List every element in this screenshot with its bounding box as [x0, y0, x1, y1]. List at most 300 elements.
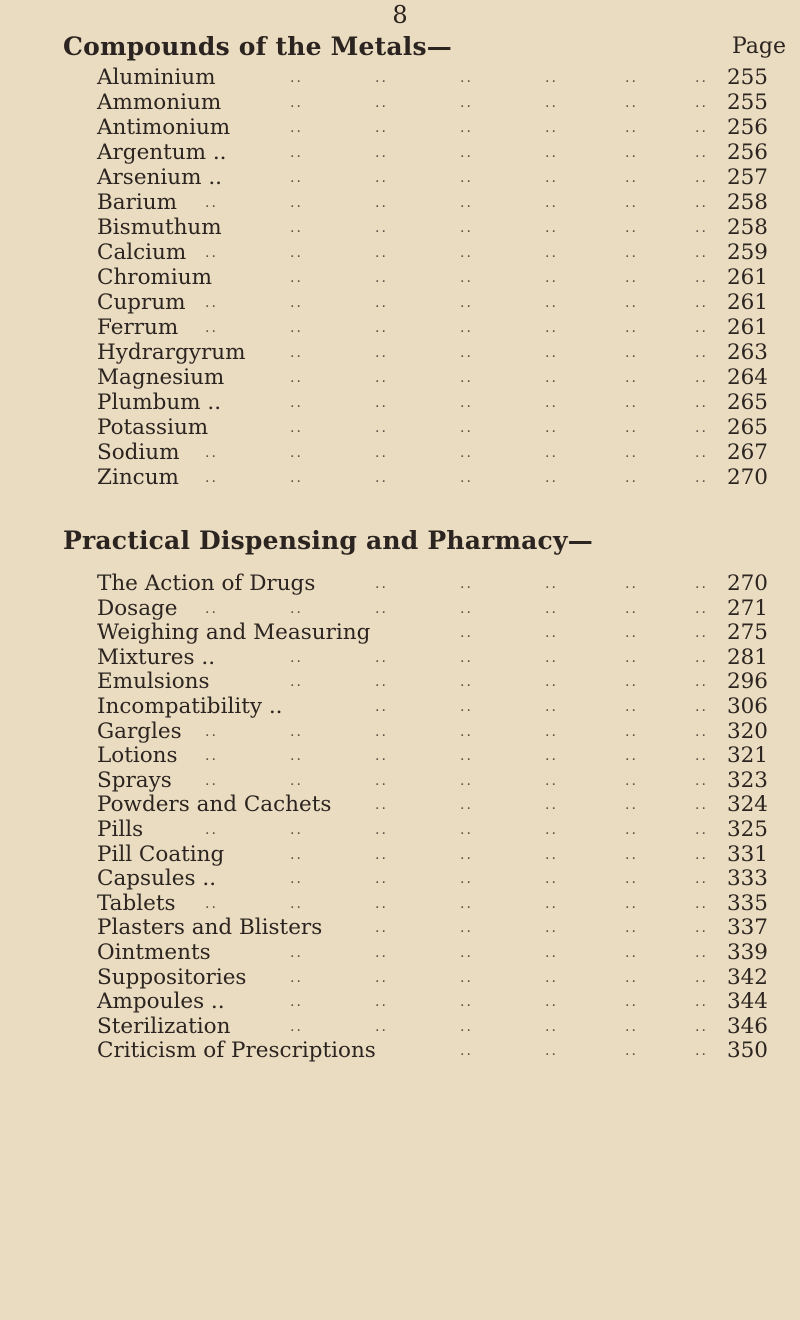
leader-dots: ..: [545, 345, 558, 361]
leader-dots: ..: [695, 1018, 708, 1035]
toc-entry-page: 270: [726, 465, 768, 490]
leader-dots: ..: [460, 576, 473, 592]
leader-dots: ..: [290, 295, 303, 311]
leader-dots: ..: [625, 600, 638, 617]
leader-dots: ..: [460, 748, 473, 765]
toc-entry-page: 270: [726, 571, 768, 596]
leader-dots: ..: [290, 846, 303, 863]
toc-entry-label: Lotions: [97, 743, 178, 769]
leader-dots: ..: [695, 723, 708, 740]
leader-dots: ..: [695, 170, 708, 186]
leader-dots: ..: [695, 698, 708, 715]
leader-dots: ..: [375, 70, 388, 86]
leader-dots: ..: [545, 445, 558, 461]
toc-entry-label: Incompatibility ..: [97, 693, 283, 719]
leader-dots: ..: [545, 70, 558, 86]
leader-dots: ..: [545, 723, 558, 740]
leader-dots: ..: [695, 895, 708, 912]
leader-dots: ..: [625, 871, 638, 888]
leader-dots: ..: [625, 395, 638, 411]
toc-entry-page: 320: [726, 718, 768, 744]
leader-dots: ..: [290, 944, 303, 961]
toc-entry-label: Barium: [97, 190, 178, 215]
toc-entry: [0, 315, 800, 340]
leader-dots: ..: [375, 470, 388, 486]
toc-entry: [0, 290, 800, 315]
toc-entry-page: 263: [726, 340, 768, 365]
leader-dots: ..: [545, 395, 558, 411]
toc-entry-label: Hydrargyrum: [97, 340, 246, 365]
leader-dots: ..: [460, 320, 473, 336]
leader-dots: ..: [545, 674, 558, 691]
leader-dots: ..: [290, 772, 303, 789]
toc-entry-label: Weighing and Measuring: [97, 620, 371, 646]
page-column-header: Page: [731, 34, 786, 59]
leader-dots: ..: [205, 320, 218, 336]
leader-dots: ..: [375, 95, 388, 111]
toc-entry: [0, 90, 800, 115]
leader-dots: ..: [375, 195, 388, 211]
leader-dots: ..: [625, 445, 638, 461]
leader-dots: ..: [545, 649, 558, 666]
leader-dots: ..: [375, 797, 388, 814]
leader-dots: ..: [375, 120, 388, 136]
leader-dots: ..: [695, 821, 708, 838]
toc-entry: [0, 891, 800, 916]
toc-entry-label: Zincum: [97, 465, 179, 490]
leader-dots: ..: [695, 994, 708, 1011]
leader-dots: ..: [625, 1018, 638, 1035]
toc-entry: [0, 596, 800, 621]
toc-entry-page: 325: [726, 816, 768, 842]
leader-dots: ..: [290, 748, 303, 765]
leader-dots: ..: [695, 600, 708, 617]
toc-entry-label: Gargles: [97, 718, 182, 744]
leader-dots: ..: [625, 1043, 638, 1060]
leader-dots: ..: [460, 920, 473, 937]
leader-dots: ..: [545, 170, 558, 186]
leader-dots: ..: [695, 772, 708, 789]
leader-dots: ..: [375, 748, 388, 765]
leader-dots: ..: [545, 270, 558, 286]
leader-dots: ..: [290, 145, 303, 161]
leader-dots: ..: [625, 674, 638, 691]
toc-entry-page: 255: [726, 90, 768, 115]
toc-entry: [0, 965, 800, 990]
leader-dots: ..: [460, 674, 473, 691]
leader-dots: ..: [695, 120, 708, 136]
leader-dots: ..: [290, 821, 303, 838]
leader-dots: ..: [375, 295, 388, 311]
leader-dots: ..: [375, 944, 388, 961]
leader-dots: ..: [375, 420, 388, 436]
leader-dots: ..: [290, 445, 303, 461]
leader-dots: ..: [545, 1018, 558, 1035]
leader-dots: ..: [290, 345, 303, 361]
leader-dots: ..: [625, 698, 638, 715]
toc-entry-label: Emulsions: [97, 669, 210, 695]
leader-dots: ..: [460, 420, 473, 436]
leader-dots: ..: [625, 723, 638, 740]
leader-dots: ..: [290, 723, 303, 740]
toc-entry-label: Powders and Cachets: [97, 792, 332, 818]
leader-dots: ..: [625, 320, 638, 336]
leader-dots: ..: [695, 846, 708, 863]
leader-dots: ..: [460, 871, 473, 888]
leader-dots: ..: [290, 470, 303, 486]
toc-entry-page: 264: [726, 365, 768, 390]
toc-entry: [0, 440, 800, 465]
leader-dots: ..: [625, 821, 638, 838]
toc-entry-page: 344: [726, 989, 768, 1015]
toc-entry-page: 261: [726, 290, 768, 315]
toc-entry-label: Tablets: [97, 890, 176, 916]
leader-dots: ..: [205, 772, 218, 789]
leader-dots: ..: [545, 220, 558, 236]
toc-entry-label: Mixtures ..: [97, 644, 216, 670]
toc-entry-label: Ferrum: [97, 315, 179, 340]
leader-dots: ..: [695, 145, 708, 161]
leader-dots: ..: [460, 220, 473, 236]
leader-dots: ..: [695, 576, 708, 592]
leader-dots: ..: [205, 295, 218, 311]
leader-dots: ..: [695, 420, 708, 436]
leader-dots: ..: [375, 576, 388, 592]
leader-dots: ..: [375, 969, 388, 986]
toc-entry-page: 258: [726, 190, 768, 215]
toc-entry-label: Bismuthum: [97, 215, 222, 240]
toc-entry-page: 337: [726, 915, 768, 941]
leader-dots: ..: [460, 295, 473, 311]
leader-dots: ..: [625, 994, 638, 1011]
leader-dots: ..: [205, 245, 218, 261]
leader-dots: ..: [205, 600, 218, 617]
toc-entry-label: Sprays: [97, 767, 172, 793]
leader-dots: ..: [375, 1018, 388, 1035]
leader-dots: ..: [695, 470, 708, 486]
leader-dots: ..: [290, 969, 303, 986]
leader-dots: ..: [460, 649, 473, 666]
leader-dots: ..: [625, 120, 638, 136]
leader-dots: ..: [460, 70, 473, 86]
leader-dots: ..: [625, 170, 638, 186]
toc-entry-label: Dosage: [97, 595, 178, 621]
toc-entry: [0, 340, 800, 365]
leader-dots: ..: [695, 748, 708, 765]
leader-dots: ..: [460, 821, 473, 838]
toc-entry-label: Cuprum: [97, 290, 186, 315]
toc-entry: [0, 365, 800, 390]
leader-dots: ..: [290, 1018, 303, 1035]
leader-dots: ..: [625, 70, 638, 86]
leader-dots: ..: [375, 395, 388, 411]
leader-dots: ..: [695, 625, 708, 642]
leader-dots: ..: [375, 895, 388, 912]
leader-dots: ..: [290, 195, 303, 211]
leader-dots: ..: [545, 944, 558, 961]
toc-entry: [0, 465, 800, 490]
toc-entry: [0, 645, 800, 670]
leader-dots: ..: [695, 320, 708, 336]
toc-entry: [0, 415, 800, 440]
leader-dots: ..: [545, 969, 558, 986]
leader-dots: ..: [460, 846, 473, 863]
leader-dots: ..: [545, 698, 558, 715]
toc-entry-label: Arsenium ..: [97, 165, 223, 190]
toc-entry: [0, 240, 800, 265]
leader-dots: ..: [290, 420, 303, 436]
leader-dots: ..: [545, 871, 558, 888]
toc-entry-page: 296: [726, 669, 768, 695]
toc-entry-page: 256: [726, 140, 768, 165]
leader-dots: ..: [695, 95, 708, 111]
leader-dots: ..: [625, 944, 638, 961]
leader-dots: ..: [460, 170, 473, 186]
toc-entry: [0, 866, 800, 891]
toc-list-metals: [0, 65, 800, 490]
leader-dots: ..: [545, 748, 558, 765]
toc-entry: [0, 115, 800, 140]
leader-dots: ..: [625, 920, 638, 937]
leader-dots: ..: [625, 748, 638, 765]
leader-dots: ..: [545, 145, 558, 161]
leader-dots: ..: [460, 895, 473, 912]
toc-entry-label: Sterilization: [97, 1013, 231, 1039]
leader-dots: ..: [545, 895, 558, 912]
toc-entry: [0, 817, 800, 842]
leader-dots: ..: [625, 95, 638, 111]
section-heading-pharmacy: Practical Dispensing and Pharmacy—: [63, 526, 593, 555]
leader-dots: ..: [375, 600, 388, 617]
toc-entry-page: 339: [726, 939, 768, 965]
toc-entry-page: 275: [726, 620, 768, 646]
leader-dots: ..: [625, 895, 638, 912]
toc-entry-label: Criticism of Prescriptions: [97, 1038, 376, 1064]
leader-dots: ..: [695, 195, 708, 211]
leader-dots: ..: [290, 95, 303, 111]
leader-dots: ..: [460, 698, 473, 715]
leader-dots: ..: [290, 895, 303, 912]
leader-dots: ..: [375, 698, 388, 715]
leader-dots: ..: [460, 797, 473, 814]
leader-dots: ..: [290, 220, 303, 236]
toc-entry: [0, 165, 800, 190]
leader-dots: ..: [375, 649, 388, 666]
leader-dots: ..: [375, 245, 388, 261]
toc-entry-page: 306: [726, 693, 768, 719]
toc-entry-label: Capsules ..: [97, 866, 217, 892]
leader-dots: ..: [625, 649, 638, 666]
toc-entry-label: Ammonium: [97, 90, 222, 115]
leader-dots: ..: [205, 723, 218, 740]
leader-dots: ..: [460, 1043, 473, 1060]
leader-dots: ..: [460, 395, 473, 411]
leader-dots: ..: [375, 345, 388, 361]
leader-dots: ..: [290, 649, 303, 666]
toc-entry-label: Aluminium: [97, 65, 216, 90]
toc-entry: [0, 571, 800, 596]
leader-dots: ..: [545, 420, 558, 436]
leader-dots: ..: [695, 871, 708, 888]
section-heading-metals: Compounds of the Metals—: [63, 32, 452, 61]
toc-entry-page: 323: [726, 767, 768, 793]
leader-dots: ..: [460, 445, 473, 461]
leader-dots: ..: [545, 295, 558, 311]
leader-dots: ..: [460, 994, 473, 1011]
toc-entry-page: 335: [726, 890, 768, 916]
toc-entry-label: Pill Coating: [97, 841, 225, 867]
leader-dots: ..: [460, 944, 473, 961]
leader-dots: ..: [625, 470, 638, 486]
toc-entry-page: 267: [726, 440, 768, 465]
leader-dots: ..: [375, 270, 388, 286]
leader-dots: ..: [625, 195, 638, 211]
leader-dots: ..: [460, 969, 473, 986]
leader-dots: ..: [625, 245, 638, 261]
leader-dots: ..: [290, 245, 303, 261]
leader-dots: ..: [625, 797, 638, 814]
leader-dots: ..: [545, 245, 558, 261]
leader-dots: ..: [375, 674, 388, 691]
leader-dots: ..: [375, 170, 388, 186]
toc-entry: [0, 265, 800, 290]
leader-dots: ..: [290, 170, 303, 186]
toc-entry-page: 256: [726, 115, 768, 140]
leader-dots: ..: [375, 320, 388, 336]
leader-dots: ..: [625, 145, 638, 161]
toc-entry-page: 331: [726, 841, 768, 867]
toc-entry-page: 346: [726, 1013, 768, 1039]
leader-dots: ..: [545, 370, 558, 386]
leader-dots: ..: [375, 821, 388, 838]
leader-dots: ..: [290, 120, 303, 136]
toc-entry-page: 261: [726, 265, 768, 290]
leader-dots: ..: [290, 600, 303, 617]
leader-dots: ..: [545, 625, 558, 642]
leader-dots: ..: [545, 320, 558, 336]
leader-dots: ..: [545, 470, 558, 486]
leader-dots: ..: [290, 674, 303, 691]
leader-dots: ..: [375, 220, 388, 236]
toc-entry-page: 261: [726, 315, 768, 340]
leader-dots: ..: [695, 944, 708, 961]
leader-dots: ..: [625, 420, 638, 436]
leader-dots: ..: [290, 395, 303, 411]
toc-entry-page: 281: [726, 644, 768, 670]
leader-dots: ..: [460, 625, 473, 642]
toc-entry-label: Sodium: [97, 440, 180, 465]
page-number: 8: [392, 1, 408, 29]
toc-entry-label: Ointments: [97, 939, 211, 965]
toc-entry-page: 259: [726, 240, 768, 265]
toc-entry-page: 257: [726, 165, 768, 190]
toc-entry: [0, 915, 800, 940]
toc-entry-page: 333: [726, 866, 768, 892]
leader-dots: ..: [290, 370, 303, 386]
toc-entry: [0, 190, 800, 215]
leader-dots: ..: [625, 270, 638, 286]
leader-dots: ..: [460, 95, 473, 111]
leader-dots: ..: [205, 445, 218, 461]
leader-dots: ..: [375, 145, 388, 161]
leader-dots: ..: [625, 370, 638, 386]
leader-dots: ..: [695, 920, 708, 937]
toc-entry: [0, 768, 800, 793]
leader-dots: ..: [375, 723, 388, 740]
toc-entry: [0, 792, 800, 817]
leader-dots: ..: [695, 345, 708, 361]
leader-dots: ..: [460, 120, 473, 136]
leader-dots: ..: [545, 797, 558, 814]
leader-dots: ..: [695, 797, 708, 814]
leader-dots: ..: [545, 120, 558, 136]
toc-entry-label: Chromium: [97, 265, 213, 290]
leader-dots: ..: [290, 320, 303, 336]
leader-dots: ..: [375, 846, 388, 863]
toc-entry: [0, 719, 800, 744]
leader-dots: ..: [205, 195, 218, 211]
leader-dots: ..: [625, 345, 638, 361]
leader-dots: ..: [695, 295, 708, 311]
leader-dots: ..: [695, 969, 708, 986]
toc-entry-page: 321: [726, 743, 768, 769]
leader-dots: ..: [460, 1018, 473, 1035]
leader-dots: ..: [545, 821, 558, 838]
toc-entry-page: 255: [726, 65, 768, 90]
toc-entry-page: 324: [726, 792, 768, 818]
leader-dots: ..: [205, 748, 218, 765]
toc-entry: [0, 390, 800, 415]
toc-entry-label: Suppositories: [97, 964, 247, 990]
toc-entry-label: Antimonium: [97, 115, 231, 140]
leader-dots: ..: [290, 70, 303, 86]
leader-dots: ..: [375, 994, 388, 1011]
leader-dots: ..: [545, 994, 558, 1011]
toc-entry-label: Magnesium: [97, 365, 225, 390]
leader-dots: ..: [375, 920, 388, 937]
toc-entry: [0, 743, 800, 768]
leader-dots: ..: [695, 445, 708, 461]
leader-dots: ..: [460, 370, 473, 386]
toc-entry: [0, 1014, 800, 1039]
leader-dots: ..: [695, 1043, 708, 1060]
leader-dots: ..: [695, 370, 708, 386]
leader-dots: ..: [695, 220, 708, 236]
leader-dots: ..: [625, 969, 638, 986]
leader-dots: ..: [375, 772, 388, 789]
toc-entry: [0, 620, 800, 645]
leader-dots: ..: [545, 195, 558, 211]
toc-entry-page: 350: [726, 1038, 768, 1064]
toc-entry-label: Calcium: [97, 240, 187, 265]
leader-dots: ..: [460, 270, 473, 286]
toc-entry-label: Argentum ..: [97, 140, 227, 165]
leader-dots: ..: [545, 846, 558, 863]
toc-entry: [0, 842, 800, 867]
leader-dots: ..: [290, 871, 303, 888]
leader-dots: ..: [545, 920, 558, 937]
toc-entry-label: The Action of Drugs: [97, 571, 316, 596]
leader-dots: ..: [625, 846, 638, 863]
leader-dots: ..: [375, 370, 388, 386]
leader-dots: ..: [695, 270, 708, 286]
toc-entry-label: Plumbum ..: [97, 390, 222, 415]
leader-dots: ..: [625, 625, 638, 642]
leader-dots: ..: [375, 871, 388, 888]
toc-entry-label: Plasters and Blisters: [97, 915, 323, 941]
leader-dots: ..: [205, 895, 218, 912]
leader-dots: ..: [545, 95, 558, 111]
